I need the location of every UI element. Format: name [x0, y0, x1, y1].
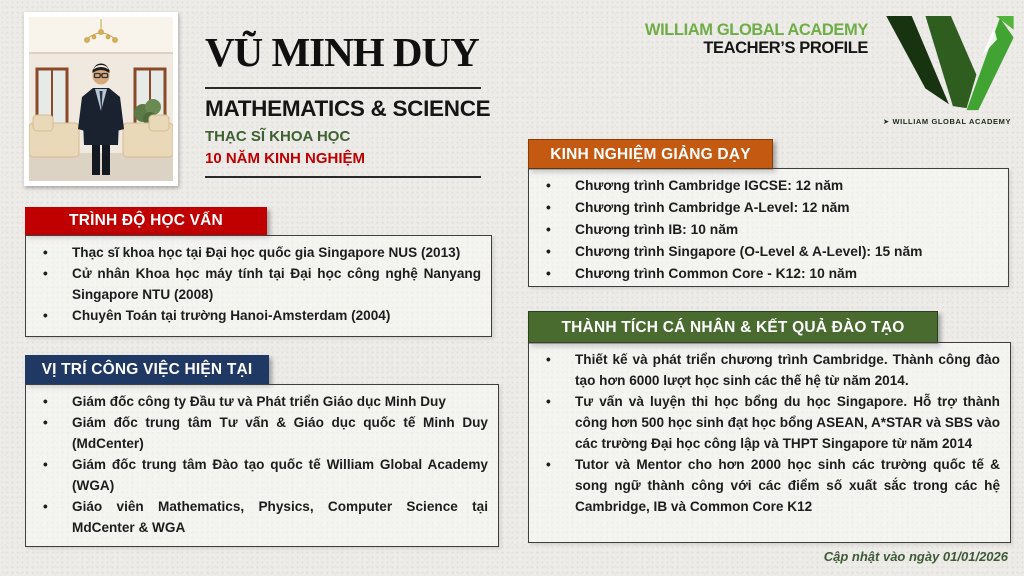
brand-org: WILLIAM GLOBAL ACADEMY — [644, 21, 868, 39]
list-item: • Giáo viên Mathematics, Physics, Computer Science tại MdCenter & WGA — [26, 496, 488, 538]
teaching-box — [528, 168, 1009, 287]
logo-caption — [876, 117, 1018, 126]
experience-label: 10 NĂM KINH NGHIỆM — [205, 150, 366, 167]
list-item: • Chương trình Cambridge IGCSE: 12 năm — [529, 175, 998, 197]
list-item: • Giám đốc trung tâm Tư vấn & Giáo dục quốc tế Minh Duy (MdCenter) — [26, 412, 488, 454]
brand-block — [645, 21, 868, 57]
list-item: • Cử nhân Khoa học máy tính tại Đại học công nghệ Nanyang Singapore NTU (2008) — [26, 263, 481, 305]
list-item: • Chương trình Singapore (O-Level & A-Level): 15 năm — [529, 241, 998, 263]
list-item: • Chương trình Cambridge A-Level: 12 năm — [529, 197, 998, 219]
list-item: • Tư vấn và luyện thi học bổng du học Singapore. Hỗ trợ thành công hơn 500 học sinh đạt học bổng ASEAN, A*STAR và SBS vào các trường Đại học công lập và THPT Singapore từ năm 2014 — [529, 391, 1000, 454]
list-item: • Tutor và Mentor cho hơn 2000 học sinh các trường quốc tế & song ngữ thành công với các điểm số xuất sắc trong các hệ Cambridge, IB và Common Core K12 — [529, 454, 1000, 517]
divider-top — [205, 87, 481, 89]
logo-caption-text: WILLIAM GLOBAL ACADEMY — [892, 117, 1012, 126]
teacher-photo — [24, 12, 178, 186]
arrow-icon: ➤ — [882, 117, 890, 126]
list-item: • Giám đốc trung tâm Đào tạo quốc tế William Global Academy (WGA) — [26, 454, 488, 496]
subjects-title: MATHEMATICS & SCIENCE — [205, 96, 491, 121]
education-header: TRÌNH ĐỘ HỌC VẤN — [25, 207, 267, 235]
document-type: TEACHER’S PROFILE — [703, 39, 868, 57]
teacher-photo-illustration — [29, 17, 173, 181]
list-item: • Chuyên Toán tại trường Hanoi-Amsterdam (2004) — [26, 305, 481, 326]
positions-list — [26, 385, 498, 538]
teaching-list — [529, 169, 1008, 285]
last-updated: Cập nhật vào ngày 01/01/2026 — [823, 549, 1008, 564]
achievements-header: THÀNH TÍCH CÁ NHÂN & KẾT QUẢ ĐÀO TẠO — [528, 311, 938, 344]
degree-label: THẠC SĨ KHOA HỌC — [205, 128, 351, 145]
positions-box — [25, 384, 499, 547]
achievements-box — [528, 342, 1011, 543]
achievements-list — [529, 343, 1010, 518]
teaching-header: KINH NGHIỆM GIẢNG DẠY — [528, 139, 773, 170]
education-list — [26, 236, 491, 326]
divider-bottom — [205, 176, 481, 178]
wga-logo — [876, 16, 1018, 126]
education-box — [25, 235, 492, 337]
w-logo-icon — [879, 16, 1015, 114]
list-item: • Thiết kế và phát triển chương trình Cambridge. Thành công đào tạo hơn 6000 lượt học sinh các thế hệ từ năm 2014. — [529, 349, 1000, 391]
list-item: • Giám đốc công ty Đầu tư và Phát triển Giáo dục Minh Duy — [26, 391, 488, 412]
list-item: • Thạc sĩ khoa học tại Đại học quốc gia Singapore NUS (2013) — [26, 242, 481, 263]
list-item: • Chương trình IB: 10 năm — [529, 219, 998, 241]
teacher-name: VŨ MINH DUY — [205, 29, 479, 75]
list-item: • Chương trình Common Core - K12: 10 năm — [529, 263, 998, 285]
positions-header: VỊ TRÍ CÔNG VIỆC HIỆN TẠI — [25, 355, 269, 384]
